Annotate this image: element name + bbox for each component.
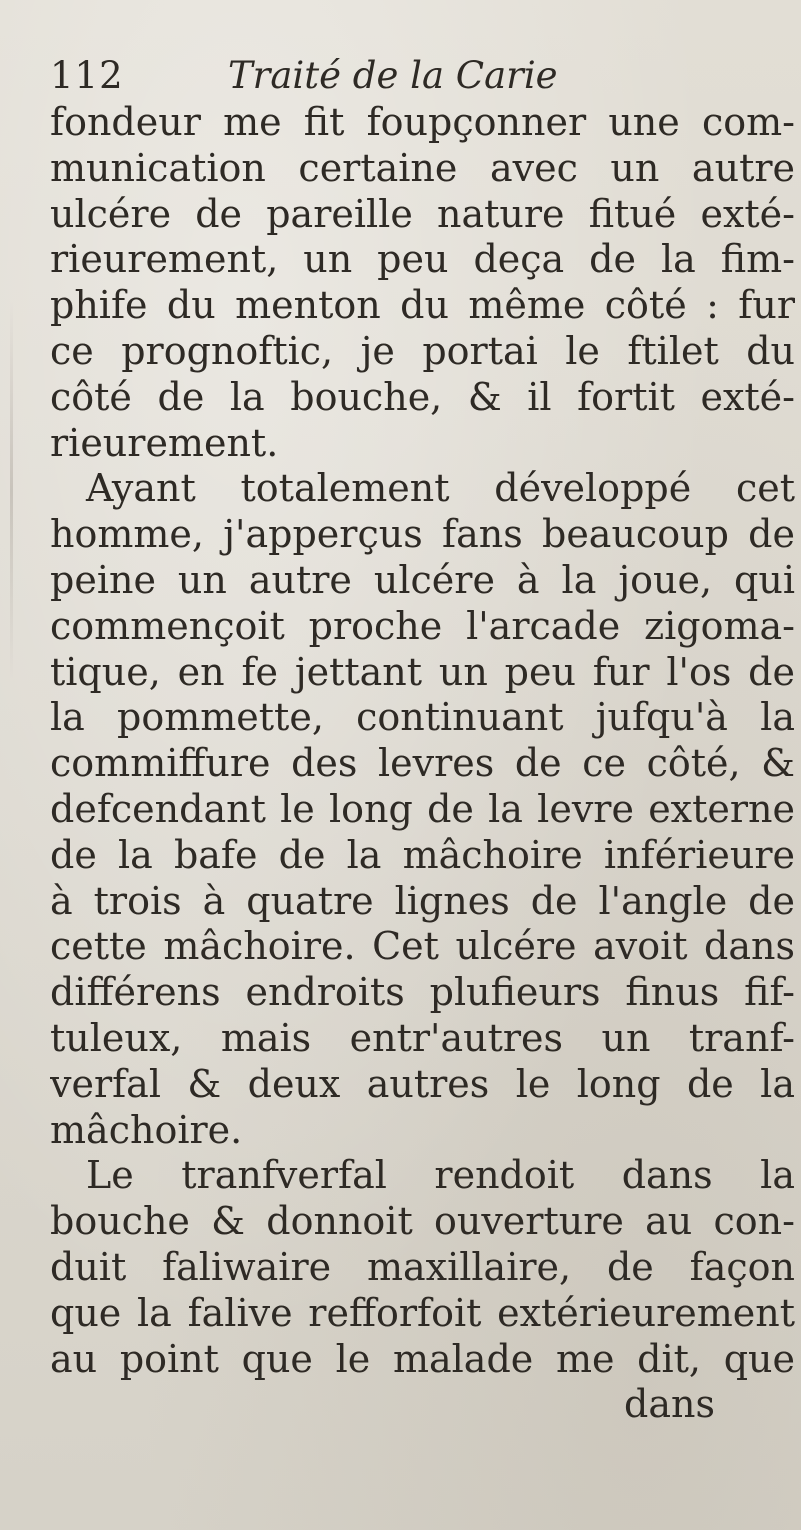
page-number: 112 (50, 54, 124, 97)
paragraph-start-line: Le tranfverfal rendoit dans la (86, 1153, 795, 1198)
text-line: homme, j'apperçus fans beaucoup de (50, 512, 795, 557)
text-line: cette mâchoire. Cet ulcére avoit dans (50, 924, 795, 969)
running-title: Traité de la Carie (228, 54, 558, 97)
text-line: phife du menton du même côté : fur (50, 283, 795, 328)
text-line: fondeur me fit foupçonner une com- (50, 100, 795, 144)
text-line: tique, en fe jettant un peu fur l'os de (50, 649, 795, 694)
body-text (50, 100, 795, 1428)
catchword: dans (624, 1382, 715, 1427)
page-fold-shadow (10, 300, 13, 680)
text-line: defcendant le long de la levre externe (50, 786, 795, 831)
text-line: que la falive refforfoit extérieurement (50, 1290, 795, 1335)
text-line: munication certaine avec un autre (50, 145, 795, 190)
text-line: ce prognoftic, je portai le ftilet du (50, 328, 795, 373)
text-line: côté de la bouche, & il fortit exté- (50, 374, 795, 419)
text-line: commiffure des levres de ce côté, & (50, 741, 795, 786)
text-line: duit faliwaire maxillaire, de façon (50, 1244, 795, 1289)
text-line: commençoit proche l'arcade zigoma- (50, 603, 795, 648)
text-line: rieurement. (50, 420, 279, 465)
text-line: bouche & donnoit ouverture au con- (50, 1199, 795, 1244)
text-line: mâchoire. (50, 1107, 243, 1152)
text-line: la pommette, continuant jufqu'à la (50, 695, 795, 740)
text-line: tuleux, mais entr'autres un tranf- (50, 1015, 795, 1060)
text-line: au point que le malade me dit, que (50, 1336, 795, 1381)
text-line: peine un autre ulcére à la joue, qui (50, 557, 795, 602)
text-line: à trois à quatre lignes de l'angle de (50, 878, 795, 923)
paragraph-start-line: Ayant totalement développé cet (86, 466, 795, 511)
text-line: différens endroits plufieurs finus fif- (50, 970, 795, 1015)
text-line: verfal & deux autres le long de la (50, 1061, 795, 1106)
page-header (50, 48, 570, 104)
text-line: rieurement, un peu deça de la fim- (50, 237, 795, 282)
text-line: ulcére de pareille nature fitué exté- (50, 191, 795, 236)
text-line: de la bafe de la mâchoire inférieure (50, 832, 795, 877)
